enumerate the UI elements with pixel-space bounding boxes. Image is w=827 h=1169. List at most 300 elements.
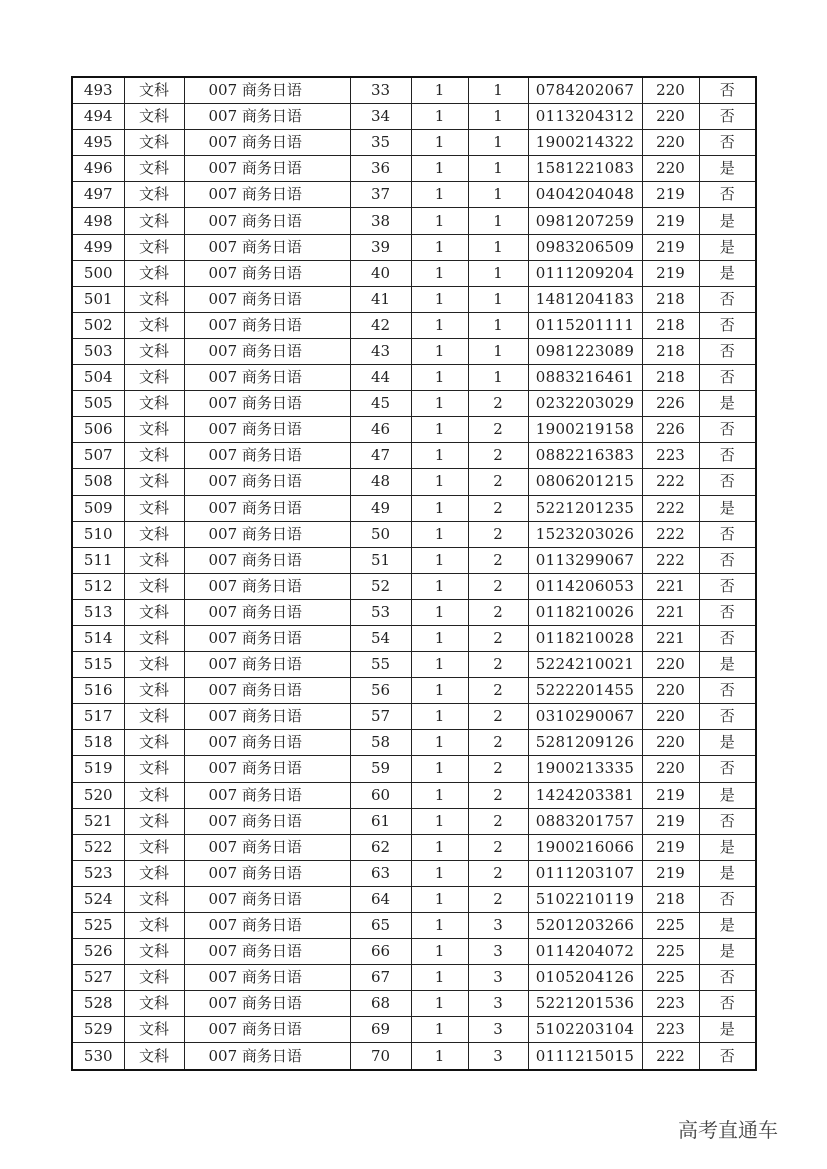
score-cell: 219 — [642, 234, 699, 260]
candidate-id-cell: 0111203107 — [528, 860, 642, 886]
row-number-cell: 527 — [72, 965, 124, 991]
major-rank-cell: 67 — [350, 965, 411, 991]
category-cell: 文科 — [124, 965, 184, 991]
candidate-id-cell: 0983206509 — [528, 234, 642, 260]
score-cell: 220 — [642, 130, 699, 156]
candidate-id-cell: 1900213335 — [528, 756, 642, 782]
table-row — [72, 860, 756, 886]
column-a-cell: 1 — [411, 208, 468, 234]
row-number-cell: 512 — [72, 573, 124, 599]
column-a-cell: 1 — [411, 443, 468, 469]
table-row — [72, 260, 756, 286]
major-cell: 007 商务日语 — [184, 77, 350, 104]
flag-cell: 否 — [699, 886, 756, 912]
table-row — [72, 391, 756, 417]
score-cell: 225 — [642, 939, 699, 965]
category-cell: 文科 — [124, 1017, 184, 1043]
major-cell: 007 商务日语 — [184, 312, 350, 338]
row-number-cell: 524 — [72, 886, 124, 912]
row-number-cell: 502 — [72, 312, 124, 338]
category-cell: 文科 — [124, 521, 184, 547]
row-number-cell: 514 — [72, 625, 124, 651]
candidate-id-cell: 5281209126 — [528, 730, 642, 756]
flag-cell: 否 — [699, 130, 756, 156]
table-row — [72, 469, 756, 495]
candidate-id-cell: 0105204126 — [528, 965, 642, 991]
row-number-cell: 516 — [72, 678, 124, 704]
flag-cell: 是 — [699, 391, 756, 417]
major-cell: 007 商务日语 — [184, 521, 350, 547]
column-a-cell: 1 — [411, 286, 468, 312]
category-cell: 文科 — [124, 182, 184, 208]
candidate-id-cell: 5221201536 — [528, 991, 642, 1017]
major-cell: 007 商务日语 — [184, 834, 350, 860]
major-rank-cell: 57 — [350, 704, 411, 730]
major-rank-cell: 39 — [350, 234, 411, 260]
table-row — [72, 965, 756, 991]
candidate-id-cell: 1581221083 — [528, 156, 642, 182]
major-cell: 007 商务日语 — [184, 1043, 350, 1070]
flag-cell: 否 — [699, 756, 756, 782]
candidate-id-cell: 0882216383 — [528, 443, 642, 469]
category-cell: 文科 — [124, 834, 184, 860]
score-cell: 221 — [642, 599, 699, 625]
column-a-cell: 1 — [411, 260, 468, 286]
major-rank-cell: 64 — [350, 886, 411, 912]
score-cell: 219 — [642, 260, 699, 286]
major-cell: 007 商务日语 — [184, 208, 350, 234]
column-a-cell: 1 — [411, 338, 468, 364]
column-b-cell: 3 — [468, 991, 528, 1017]
table-row — [72, 365, 756, 391]
flag-cell: 否 — [699, 338, 756, 364]
column-b-cell: 2 — [468, 573, 528, 599]
row-number-cell: 529 — [72, 1017, 124, 1043]
flag-cell: 否 — [699, 704, 756, 730]
table-row — [72, 913, 756, 939]
flag-cell: 否 — [699, 965, 756, 991]
category-cell: 文科 — [124, 991, 184, 1017]
row-number-cell: 495 — [72, 130, 124, 156]
category-cell: 文科 — [124, 913, 184, 939]
major-cell: 007 商务日语 — [184, 156, 350, 182]
category-cell: 文科 — [124, 808, 184, 834]
column-b-cell: 1 — [468, 130, 528, 156]
column-a-cell: 1 — [411, 834, 468, 860]
column-b-cell: 2 — [468, 808, 528, 834]
row-number-cell: 522 — [72, 834, 124, 860]
column-b-cell: 1 — [468, 365, 528, 391]
row-number-cell: 530 — [72, 1043, 124, 1070]
major-cell: 007 商务日语 — [184, 1017, 350, 1043]
candidate-id-cell: 5102210119 — [528, 886, 642, 912]
major-cell: 007 商务日语 — [184, 652, 350, 678]
flag-cell: 否 — [699, 104, 756, 130]
table-row — [72, 573, 756, 599]
column-a-cell: 1 — [411, 808, 468, 834]
row-number-cell: 509 — [72, 495, 124, 521]
column-b-cell: 1 — [468, 234, 528, 260]
table-row — [72, 495, 756, 521]
flag-cell: 是 — [699, 939, 756, 965]
row-number-cell: 521 — [72, 808, 124, 834]
table-row — [72, 678, 756, 704]
major-rank-cell: 68 — [350, 991, 411, 1017]
column-a-cell: 1 — [411, 704, 468, 730]
score-cell: 225 — [642, 965, 699, 991]
category-cell: 文科 — [124, 886, 184, 912]
table-row — [72, 756, 756, 782]
table-row — [72, 338, 756, 364]
score-cell: 219 — [642, 834, 699, 860]
category-cell: 文科 — [124, 704, 184, 730]
score-cell: 219 — [642, 808, 699, 834]
category-cell: 文科 — [124, 260, 184, 286]
column-b-cell: 1 — [468, 260, 528, 286]
major-cell: 007 商务日语 — [184, 860, 350, 886]
column-b-cell: 2 — [468, 652, 528, 678]
column-b-cell: 2 — [468, 521, 528, 547]
row-number-cell: 513 — [72, 599, 124, 625]
major-rank-cell: 40 — [350, 260, 411, 286]
column-a-cell: 1 — [411, 1017, 468, 1043]
row-number-cell: 503 — [72, 338, 124, 364]
major-cell: 007 商务日语 — [184, 547, 350, 573]
major-cell: 007 商务日语 — [184, 913, 350, 939]
column-a-cell: 1 — [411, 130, 468, 156]
row-number-cell: 510 — [72, 521, 124, 547]
score-cell: 219 — [642, 208, 699, 234]
category-cell: 文科 — [124, 625, 184, 651]
column-a-cell: 1 — [411, 913, 468, 939]
candidate-id-cell: 0113204312 — [528, 104, 642, 130]
category-cell: 文科 — [124, 678, 184, 704]
column-a-cell: 1 — [411, 234, 468, 260]
candidate-id-cell: 5224210021 — [528, 652, 642, 678]
column-b-cell: 2 — [468, 391, 528, 417]
score-cell: 220 — [642, 156, 699, 182]
major-cell: 007 商务日语 — [184, 939, 350, 965]
major-rank-cell: 51 — [350, 547, 411, 573]
major-cell: 007 商务日语 — [184, 730, 350, 756]
flag-cell: 否 — [699, 469, 756, 495]
major-cell: 007 商务日语 — [184, 965, 350, 991]
major-rank-cell: 58 — [350, 730, 411, 756]
column-b-cell: 2 — [468, 834, 528, 860]
table-row — [72, 599, 756, 625]
column-a-cell: 1 — [411, 312, 468, 338]
candidate-id-cell: 0806201215 — [528, 469, 642, 495]
score-cell: 222 — [642, 547, 699, 573]
score-cell: 218 — [642, 886, 699, 912]
flag-cell: 否 — [699, 1043, 756, 1070]
category-cell: 文科 — [124, 234, 184, 260]
score-cell: 223 — [642, 991, 699, 1017]
major-cell: 007 商务日语 — [184, 286, 350, 312]
flag-cell: 是 — [699, 834, 756, 860]
score-cell: 220 — [642, 730, 699, 756]
major-rank-cell: 65 — [350, 913, 411, 939]
category-cell: 文科 — [124, 495, 184, 521]
category-cell: 文科 — [124, 469, 184, 495]
column-a-cell: 1 — [411, 625, 468, 651]
candidate-id-cell: 0113299067 — [528, 547, 642, 573]
candidate-id-cell: 0404204048 — [528, 182, 642, 208]
table-row — [72, 808, 756, 834]
row-number-cell: 501 — [72, 286, 124, 312]
score-cell: 220 — [642, 678, 699, 704]
score-cell: 220 — [642, 652, 699, 678]
table-row — [72, 104, 756, 130]
major-rank-cell: 44 — [350, 365, 411, 391]
candidate-id-cell: 0118210026 — [528, 599, 642, 625]
column-a-cell: 1 — [411, 495, 468, 521]
candidate-id-cell: 0232203029 — [528, 391, 642, 417]
row-number-cell: 523 — [72, 860, 124, 886]
flag-cell: 是 — [699, 652, 756, 678]
table-row — [72, 652, 756, 678]
major-cell: 007 商务日语 — [184, 182, 350, 208]
major-cell: 007 商务日语 — [184, 130, 350, 156]
flag-cell: 是 — [699, 208, 756, 234]
major-cell: 007 商务日语 — [184, 756, 350, 782]
table-row — [72, 443, 756, 469]
score-cell: 220 — [642, 704, 699, 730]
major-rank-cell: 38 — [350, 208, 411, 234]
row-number-cell: 507 — [72, 443, 124, 469]
row-number-cell: 505 — [72, 391, 124, 417]
row-number-cell: 494 — [72, 104, 124, 130]
column-b-cell: 1 — [468, 104, 528, 130]
score-cell: 219 — [642, 782, 699, 808]
candidate-id-cell: 1424203381 — [528, 782, 642, 808]
category-cell: 文科 — [124, 599, 184, 625]
candidate-id-cell: 1900214322 — [528, 130, 642, 156]
flag-cell: 否 — [699, 77, 756, 104]
table-row — [72, 1017, 756, 1043]
category-cell: 文科 — [124, 547, 184, 573]
flag-cell: 是 — [699, 156, 756, 182]
table-body — [72, 77, 756, 1070]
candidate-id-cell: 0115201111 — [528, 312, 642, 338]
column-b-cell: 2 — [468, 860, 528, 886]
column-b-cell: 2 — [468, 678, 528, 704]
flag-cell: 是 — [699, 234, 756, 260]
major-cell: 007 商务日语 — [184, 886, 350, 912]
table-row — [72, 234, 756, 260]
column-a-cell: 1 — [411, 156, 468, 182]
table-row — [72, 208, 756, 234]
candidate-id-cell: 0784202067 — [528, 77, 642, 104]
major-cell: 007 商务日语 — [184, 469, 350, 495]
column-a-cell: 1 — [411, 469, 468, 495]
column-a-cell: 1 — [411, 965, 468, 991]
major-rank-cell: 52 — [350, 573, 411, 599]
major-cell: 007 商务日语 — [184, 782, 350, 808]
column-a-cell: 1 — [411, 365, 468, 391]
column-b-cell: 1 — [468, 182, 528, 208]
table-row — [72, 834, 756, 860]
flag-cell: 否 — [699, 417, 756, 443]
candidate-id-cell: 5201203266 — [528, 913, 642, 939]
major-rank-cell: 37 — [350, 182, 411, 208]
category-cell: 文科 — [124, 573, 184, 599]
table-row — [72, 182, 756, 208]
flag-cell: 是 — [699, 860, 756, 886]
candidate-id-cell: 1523203026 — [528, 521, 642, 547]
category-cell: 文科 — [124, 1043, 184, 1070]
column-b-cell: 2 — [468, 495, 528, 521]
major-rank-cell: 36 — [350, 156, 411, 182]
score-cell: 221 — [642, 573, 699, 599]
score-cell: 222 — [642, 521, 699, 547]
column-a-cell: 1 — [411, 860, 468, 886]
score-cell: 220 — [642, 756, 699, 782]
column-a-cell: 1 — [411, 939, 468, 965]
flag-cell: 否 — [699, 808, 756, 834]
major-cell: 007 商务日语 — [184, 234, 350, 260]
category-cell: 文科 — [124, 417, 184, 443]
column-b-cell: 1 — [468, 338, 528, 364]
score-cell: 218 — [642, 365, 699, 391]
category-cell: 文科 — [124, 208, 184, 234]
column-b-cell: 3 — [468, 1043, 528, 1070]
row-number-cell: 493 — [72, 77, 124, 104]
major-cell: 007 商务日语 — [184, 495, 350, 521]
score-cell: 222 — [642, 1043, 699, 1070]
row-number-cell: 525 — [72, 913, 124, 939]
category-cell: 文科 — [124, 156, 184, 182]
row-number-cell: 499 — [72, 234, 124, 260]
category-cell: 文科 — [124, 443, 184, 469]
column-b-cell: 3 — [468, 965, 528, 991]
column-b-cell: 2 — [468, 547, 528, 573]
row-number-cell: 498 — [72, 208, 124, 234]
major-rank-cell: 45 — [350, 391, 411, 417]
candidate-id-cell: 5222201455 — [528, 678, 642, 704]
major-cell: 007 商务日语 — [184, 338, 350, 364]
candidate-id-cell: 1900219158 — [528, 417, 642, 443]
major-rank-cell: 55 — [350, 652, 411, 678]
row-number-cell: 515 — [72, 652, 124, 678]
flag-cell: 是 — [699, 1017, 756, 1043]
table-row — [72, 991, 756, 1017]
column-a-cell: 1 — [411, 417, 468, 443]
major-cell: 007 商务日语 — [184, 808, 350, 834]
column-a-cell: 1 — [411, 391, 468, 417]
major-rank-cell: 47 — [350, 443, 411, 469]
column-a-cell: 1 — [411, 886, 468, 912]
category-cell: 文科 — [124, 286, 184, 312]
major-rank-cell: 61 — [350, 808, 411, 834]
column-a-cell: 1 — [411, 182, 468, 208]
major-cell: 007 商务日语 — [184, 573, 350, 599]
table-row — [72, 547, 756, 573]
category-cell: 文科 — [124, 782, 184, 808]
table-row — [72, 782, 756, 808]
major-cell: 007 商务日语 — [184, 417, 350, 443]
column-b-cell: 2 — [468, 730, 528, 756]
major-rank-cell: 48 — [350, 469, 411, 495]
flag-cell: 否 — [699, 365, 756, 391]
column-a-cell: 1 — [411, 782, 468, 808]
column-b-cell: 2 — [468, 443, 528, 469]
flag-cell: 否 — [699, 547, 756, 573]
score-cell: 223 — [642, 1017, 699, 1043]
score-cell: 218 — [642, 286, 699, 312]
category-cell: 文科 — [124, 338, 184, 364]
candidate-id-cell: 0114206053 — [528, 573, 642, 599]
column-b-cell: 1 — [468, 312, 528, 338]
major-rank-cell: 56 — [350, 678, 411, 704]
major-rank-cell: 50 — [350, 521, 411, 547]
column-b-cell: 2 — [468, 782, 528, 808]
column-b-cell: 2 — [468, 625, 528, 651]
table-row — [72, 625, 756, 651]
major-cell: 007 商务日语 — [184, 391, 350, 417]
flag-cell: 否 — [699, 521, 756, 547]
score-cell: 219 — [642, 860, 699, 886]
candidate-id-cell: 0114204072 — [528, 939, 642, 965]
row-number-cell: 518 — [72, 730, 124, 756]
column-a-cell: 1 — [411, 678, 468, 704]
score-cell: 225 — [642, 913, 699, 939]
table-row — [72, 286, 756, 312]
table-row — [72, 77, 756, 104]
admission-table — [71, 76, 757, 1071]
column-a-cell: 1 — [411, 599, 468, 625]
column-a-cell: 1 — [411, 521, 468, 547]
column-a-cell: 1 — [411, 547, 468, 573]
table-row — [72, 130, 756, 156]
watermark: 高考直通车 — [678, 1118, 778, 1142]
major-cell: 007 商务日语 — [184, 365, 350, 391]
major-rank-cell: 54 — [350, 625, 411, 651]
flag-cell: 否 — [699, 443, 756, 469]
score-cell: 220 — [642, 104, 699, 130]
candidate-id-cell: 0111215015 — [528, 1043, 642, 1070]
major-rank-cell: 70 — [350, 1043, 411, 1070]
score-cell: 220 — [642, 77, 699, 104]
column-b-cell: 2 — [468, 756, 528, 782]
column-a-cell: 1 — [411, 652, 468, 678]
row-number-cell: 517 — [72, 704, 124, 730]
major-cell: 007 商务日语 — [184, 991, 350, 1017]
flag-cell: 否 — [699, 678, 756, 704]
table-row — [72, 417, 756, 443]
flag-cell: 是 — [699, 782, 756, 808]
column-b-cell: 2 — [468, 469, 528, 495]
column-a-cell: 1 — [411, 730, 468, 756]
candidate-id-cell: 5102203104 — [528, 1017, 642, 1043]
major-rank-cell: 66 — [350, 939, 411, 965]
row-number-cell: 504 — [72, 365, 124, 391]
flag-cell: 否 — [699, 286, 756, 312]
column-b-cell: 2 — [468, 704, 528, 730]
score-cell: 222 — [642, 469, 699, 495]
major-cell: 007 商务日语 — [184, 104, 350, 130]
column-b-cell: 2 — [468, 599, 528, 625]
major-rank-cell: 60 — [350, 782, 411, 808]
flag-cell: 是 — [699, 913, 756, 939]
table-row — [72, 886, 756, 912]
major-rank-cell: 69 — [350, 1017, 411, 1043]
column-b-cell: 3 — [468, 913, 528, 939]
column-a-cell: 1 — [411, 1043, 468, 1070]
row-number-cell: 526 — [72, 939, 124, 965]
category-cell: 文科 — [124, 756, 184, 782]
major-rank-cell: 62 — [350, 834, 411, 860]
